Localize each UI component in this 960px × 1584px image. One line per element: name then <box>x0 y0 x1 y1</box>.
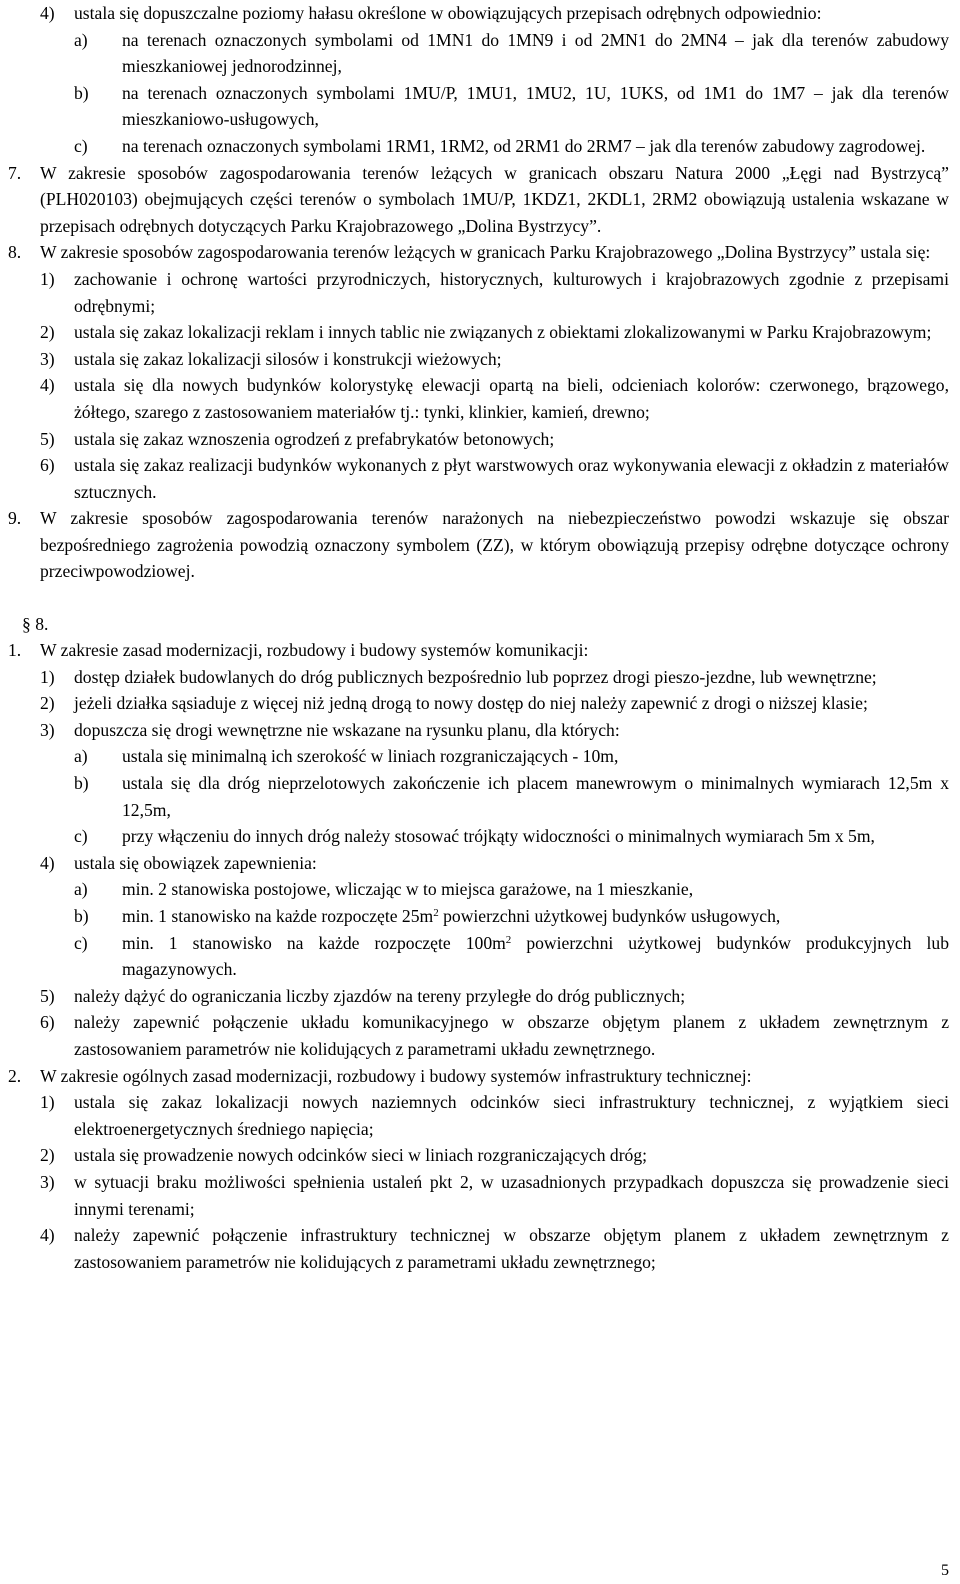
list-item <box>40 452 949 505</box>
paragraph <box>8 239 949 266</box>
item-text: ustala się zakaz lokalizacji nowych naziemnych odcinków sieci infrastruktury technicznej, z wyjątkiem sieci elektroenergetycznych średniego napięcia; <box>74 1092 949 1139</box>
item-number: b) <box>74 773 89 794</box>
item-text: ustala się dla dróg nieprzelotowych zakończenie ich placem manewrowym o minimalnych wymiarach 12,5m x 12,5m, <box>122 773 949 820</box>
page-number: 5 <box>941 1562 949 1579</box>
item-number: c) <box>74 932 88 953</box>
item-number: c) <box>74 826 88 847</box>
item-text: ustala się prowadzenie nowych odcinków sieci w liniach rozgraniczających dróg; <box>74 1145 648 1166</box>
item-text: min. 2 stanowiska postojowe, wliczając w to miejsca garażowe, na 1 mieszkanie, <box>122 879 694 900</box>
item-text: ustala się minimalną ich szerokość w liniach rozgraniczających - 10m, <box>122 746 619 767</box>
list-item <box>40 1009 949 1062</box>
item-text: przy włączeniu do innych dróg należy stosować trójkąty widoczności o minimalnych wymiarach 5m x 5m, <box>122 826 875 847</box>
item-text-part: powierzchni użytkowej budynków produkcyjnych lub magazynowych. <box>122 932 949 980</box>
item-text: w sytuacji braku możliwości spełnienia ustaleń pkt 2, w uzasadnionych przypadkach dopuszcza się prowadzenie sieci innymi terenami; <box>74 1171 949 1219</box>
item-text: należy dążyć do ograniczania liczby zjazdów na tereny przyległe do dróg publicznych; <box>74 985 686 1006</box>
item-text: ustala się zakaz lokalizacji reklam i innych tablic nie związanych z obiektami zlokalizowanymi w Parku Krajobrazowym; <box>74 322 932 343</box>
paragraph <box>8 160 949 240</box>
list-item <box>74 770 949 823</box>
item-text: ustala się zakaz lokalizacji silosów i konstrukcji wieżowych; <box>74 348 502 369</box>
item-text: zachowanie i ochronę wartości przyrodniczych, historycznych, kulturowych i krajobrazowych zgodnie z przepisami odrębnymi; <box>74 268 949 316</box>
item-text-part: min. 1 stanowisko na każde rozpoczęte 100m <box>122 932 506 953</box>
item-number: 4) <box>40 852 55 873</box>
list-item <box>40 1089 949 1142</box>
list-item <box>40 1142 949 1169</box>
superscript: 2 <box>505 933 512 946</box>
list-item <box>40 690 949 717</box>
paragraph-number: 8. <box>8 242 22 263</box>
list-item <box>40 664 949 691</box>
paragraph <box>8 505 949 585</box>
list-item <box>74 80 949 133</box>
list-item <box>40 266 949 319</box>
item-number: 3) <box>40 348 55 369</box>
item-number: 2) <box>40 693 55 714</box>
paragraph-text: W zakresie zasad modernizacji, rozbudowy i budowy systemów komunikacji: <box>40 640 589 661</box>
item-number: b) <box>74 906 89 926</box>
item-number: 1) <box>40 1092 55 1113</box>
list-item <box>40 426 949 453</box>
paragraph-number: 7. <box>8 162 22 183</box>
section-heading: § 8. <box>22 614 49 635</box>
item-number: 5) <box>40 985 55 1006</box>
list-item <box>40 0 949 27</box>
list-item <box>40 372 949 425</box>
list-item <box>40 850 949 877</box>
item-number: 1) <box>40 666 55 687</box>
item-number: 5) <box>40 428 55 449</box>
list-item <box>40 346 949 373</box>
item-text: na terenach oznaczonych symbolami 1MU/P, 1MU1, 1MU2, 1U, 1UKS, od 1M1 do 1M7 – jak dla terenów mieszkaniowo-usługowych, <box>122 82 949 130</box>
item-text <box>122 903 949 930</box>
item-text: dostęp działek budowlanych do dróg publicznych bezpośrednio lub poprzez drogi pieszo-jezdne, lub wewnętrzne; <box>74 666 877 687</box>
paragraph-number: 2. <box>8 1065 22 1086</box>
item-number: a) <box>74 746 88 767</box>
item-number: 3) <box>40 1171 55 1192</box>
paragraph-number: 1. <box>8 640 22 661</box>
item-text: ustala się zakaz realizacji budynków wykonanych z płyt warstwowych oraz wykonywania elewacji z okładzin z materiałów sztucznych. <box>74 455 949 502</box>
list-item <box>74 133 949 160</box>
item-number: 4) <box>40 1225 55 1246</box>
paragraph-text: W zakresie sposobów zagospodarowania terenów leżących w granicach obszaru Natura 2000 „Łęgi nad Bystrzycą” (PLH020103) obejmujących części terenów o symbolach 1MU/P, 1KDZ1, 2KDL1, 2RM2 obowiązują ustalenia wskazane w przepisach odrębnych dotyczących Parku Krajobrazowego „Dolina Bystrzycy”. <box>40 162 949 236</box>
list-item <box>74 876 949 903</box>
list-item <box>74 903 949 930</box>
paragraph-text: W zakresie sposobów zagospodarowania terenów narażonych na niebezpieczeństwo powodzi wskazuje się obszar bezpośredniego zagrożenia powodzią oznaczony symbolem (ZZ), w którym obowiązują przepisy odrębne dotyczące ochrony przeciwpowodziowej. <box>40 508 949 582</box>
item-number: c) <box>74 135 88 156</box>
item-text: ustala się obowiązek zapewnienia: <box>74 852 317 873</box>
item-text: na terenach oznaczonych symbolami od 1MN1 do 1MN9 i od 2MN1 do 2MN4 – jak dla terenów zabudowy mieszkaniowej jednorodzinnej, <box>122 29 949 77</box>
item-number: 6) <box>40 1012 55 1033</box>
item-text: jeżeli działka sąsiaduje z więcej niż jedną drogą to nowy dostęp do niej należy zapewnić z drogi o niższej klasie; <box>74 693 868 714</box>
item-text: należy zapewnić połączenie infrastruktury technicznej w obszarze objętym planem z układem zewnętrznym z zastosowaniem parametrów nie kolidujących z parametrami układu zewnętrznego; <box>74 1225 949 1272</box>
item-text: ustala się zakaz wznoszenia ogrodzeń z prefabrykatów betonowych; <box>74 428 555 449</box>
item-text: ustala się dla nowych budynków kolorystykę elewacji opartą na bieli, odcieniach kolorów: czerwonego, brązowego, żółtego, szarego z zastosowaniem materiałów tj.: tynki, klinkier, kamień, drewno; <box>74 375 949 422</box>
list-item <box>40 319 949 346</box>
list-item <box>40 717 949 744</box>
item-number: 3) <box>40 719 55 740</box>
list-item <box>74 27 949 80</box>
item-number: 4) <box>40 375 55 396</box>
paragraph-text: W zakresie sposobów zagospodarowania terenów leżących w granicach Parku Krajobrazowego „Dolina Bystrzycy” ustala się: <box>40 242 931 263</box>
item-number: b) <box>74 82 89 103</box>
item-text: na terenach oznaczonych symbolami 1RM1, 1RM2, od 2RM1 do 2RM7 – jak dla terenów zabudowy zagrodowej. <box>122 135 926 156</box>
item-text: dopuszcza się drogi wewnętrzne nie wskazane na rysunku planu, dla których: <box>74 719 620 740</box>
list-item <box>40 1169 949 1222</box>
item-number: 4) <box>40 3 55 23</box>
list-item <box>40 983 949 1010</box>
item-text: ustala się dopuszczalne poziomy hałasu określone w obowiązujących przepisach odrębnych odpowiednio: <box>74 3 822 23</box>
item-number: 1) <box>40 268 55 289</box>
paragraph-number: 9. <box>8 508 22 529</box>
item-number: 2) <box>40 322 55 343</box>
item-text <box>122 930 949 983</box>
item-number: a) <box>74 879 88 900</box>
list-item <box>74 823 949 850</box>
superscript: 2 <box>433 907 439 919</box>
item-number: a) <box>74 29 88 50</box>
list-item <box>74 743 949 770</box>
paragraph <box>8 1063 949 1090</box>
item-text-part: powierzchni użytkowej budynków usługowych, <box>438 906 781 926</box>
list-item <box>40 1222 949 1275</box>
paragraph-text: W zakresie ogólnych zasad modernizacji, rozbudowy i budowy systemów infrastruktury technicznej: <box>40 1065 752 1086</box>
item-text-part: min. 1 stanowisko na każde rozpoczęte 25m <box>122 906 434 926</box>
item-text: należy zapewnić połączenie układu komunikacyjnego w obszarze objętym planem z układem zewnętrznym z zastosowaniem parametrów nie kolidujących z parametrami układu zewnętrznego. <box>74 1012 949 1059</box>
spacer <box>0 585 960 611</box>
list-item <box>74 930 949 983</box>
item-number: 6) <box>40 455 55 476</box>
paragraph <box>8 637 949 664</box>
item-number: 2) <box>40 1145 55 1166</box>
